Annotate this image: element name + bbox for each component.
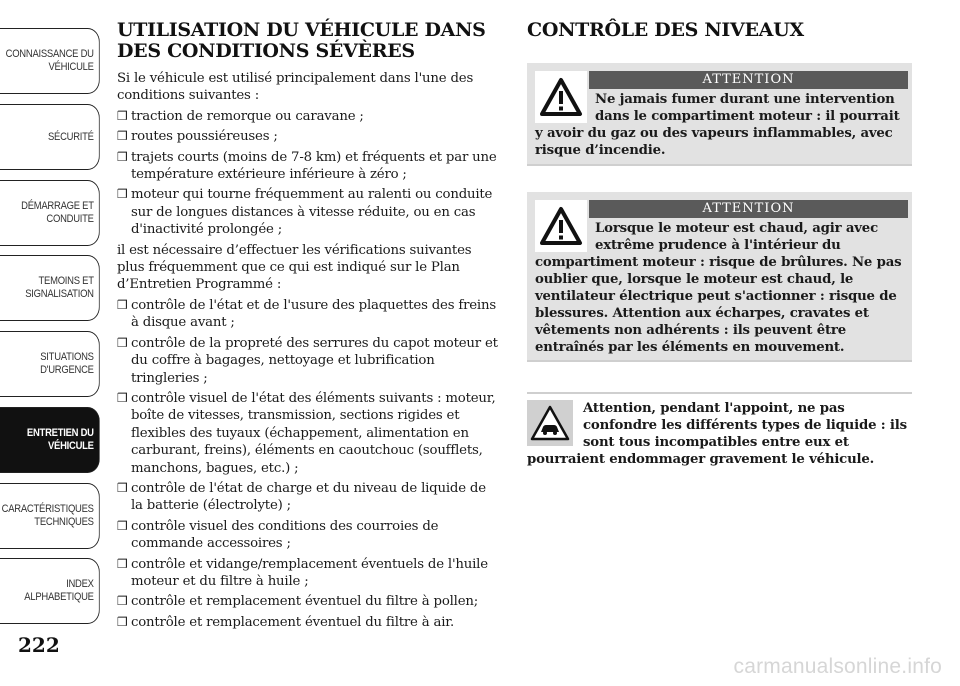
warning-header: ATTENTION bbox=[589, 200, 908, 218]
list-item: ❒ trajets courts (moins de 7-8 km) et fréquents et par une température extérieure inférieure à zéro ; bbox=[117, 149, 497, 183]
checkbox-bullet-icon: ❒ bbox=[117, 390, 128, 405]
tab-temoins-signalisation[interactable]: TEMOINS ET SIGNALISATION bbox=[0, 255, 100, 321]
list-item: ❒ moteur qui tourne fréquemment au ralenti ou conduite sur de longues distances à vitesse réduite, ou en cas d'inactivité prolongée ; bbox=[117, 187, 493, 238]
warning-triangle-icon bbox=[535, 71, 587, 123]
checkbox-bullet-icon: ❒ bbox=[117, 149, 128, 164]
section-title-fluid-levels: CONTRÔLE DES NIVEAUX bbox=[527, 19, 804, 41]
section-title-severe-conditions: UTILISATION DU VÉHICULE DANS DES CONDITIONS SÉVÈRES bbox=[117, 19, 486, 62]
checkbox-bullet-icon: ❒ bbox=[117, 480, 128, 495]
list-item: ❒ contrôle de l'état et de l'usure des plaquettes des freins à disque avant ; bbox=[117, 297, 496, 331]
page-number: 222 bbox=[18, 633, 60, 657]
warning-box-smoking bbox=[527, 63, 912, 166]
tab-index-alphabetique[interactable]: INDEX ALPHABETIQUE bbox=[0, 558, 100, 624]
checkbox-bullet-icon: ❒ bbox=[117, 129, 128, 144]
tab-situations-urgence[interactable]: SITUATIONS D'URGENCE bbox=[0, 331, 100, 397]
watermark: carmanualsonline.info bbox=[733, 655, 942, 678]
list-item: ❒ routes poussiéreuses ; bbox=[117, 129, 278, 145]
intro-paragraph: Si le véhicule est utilisé principalement dans l'une des conditions suivantes : bbox=[117, 71, 474, 104]
checkbox-bullet-icon: ❒ bbox=[117, 108, 128, 123]
list-item: ❒ contrôle de la propreté des serrures du capot moteur et du coffre à bagages, nettoyage et lubrification tringleries ; bbox=[117, 335, 498, 386]
checkbox-bullet-icon: ❒ bbox=[117, 518, 128, 533]
tab-demarrage-conduite[interactable]: DÉMARRAGE ET CONDUITE bbox=[0, 180, 100, 246]
checks-intro-paragraph: il est nécessaire d’effectuer les vérifications suivantes plus fréquemment que ce qui est indiqué sur le Plan d’Entretien Programmé : bbox=[117, 242, 472, 293]
tab-connaissance-vehicule[interactable]: CONNAISSANCE DU VÉHICULE bbox=[0, 28, 100, 94]
tab-caracteristiques-techniques[interactable]: CARACTÉRISTIQUES TECHNIQUES bbox=[0, 483, 100, 549]
car-warning-icon bbox=[527, 400, 573, 446]
severe-conditions-section bbox=[117, 20, 501, 631]
checkbox-bullet-icon: ❒ bbox=[117, 594, 128, 609]
list-item: ❒ contrôle et remplacement éventuel du filtre à pollen; bbox=[117, 594, 479, 610]
warning-text: Lorsque le moteur est chaud, agir avec extrême prudence à l'intérieur du compartiment moteur : risque de brûlures. Ne pas oublier que, lorsque le moteur est chaud, le ventilateur électrique peut s'actionner : risque de blessures. Attention aux écharpes, cravates et vêtements non adhérents : ils peuvent être entraînés par les éléments en mouvement. bbox=[535, 221, 902, 355]
checkbox-bullet-icon: ❒ bbox=[117, 297, 128, 312]
fluid-levels-section bbox=[527, 20, 912, 468]
warning-triangle-icon bbox=[535, 200, 587, 252]
tab-securite[interactable]: SÉCURITÉ bbox=[0, 104, 100, 170]
warning-box-hot-engine bbox=[527, 192, 912, 362]
tab-entretien-vehicule[interactable]: ENTRETIEN DU VÉHICULE bbox=[0, 407, 100, 473]
list-item: ❒ contrôle visuel de l'état des éléments suivants : moteur, boîte de vitesses, transmission, sections rigides et flexibles des tuyaux (échappement, alimentation en carburant, freins), éléments en caoutchouc (soufflets, manchons, bagues, etc.) ; bbox=[117, 390, 496, 476]
note-text: Attention, pendant l'appoint, ne pas confondre les différents types de liquide : ils sont tous incompatibles entre eux et pourraient endommager gravement le véhicule. bbox=[527, 401, 907, 467]
checkbox-bullet-icon: ❒ bbox=[117, 335, 128, 350]
list-item: ❒ contrôle et remplacement éventuel du filtre à air. bbox=[117, 614, 455, 630]
chapter-sidebar bbox=[0, 0, 103, 686]
warning-header: ATTENTION bbox=[589, 71, 908, 89]
fluid-note bbox=[527, 392, 912, 468]
list-item: ❒ contrôle et vidange/remplacement éventuels de l'huile moteur et du filtre à huile ; bbox=[117, 556, 488, 589]
list-item: ❒ contrôle de l'état de charge et du niveau de liquide de la batterie (électrolyte) ; bbox=[117, 480, 486, 514]
list-item: ❒ contrôle visuel des conditions des courroies de commande accessoires ; bbox=[117, 518, 439, 552]
warning-text: Ne jamais fumer durant une intervention dans le compartiment moteur : il pourrait y avoir du gaz ou des vapeurs inflammables, avec risque d’incendie. bbox=[535, 92, 900, 158]
checkbox-bullet-icon: ❒ bbox=[117, 187, 128, 202]
checkbox-bullet-icon: ❒ bbox=[117, 556, 128, 571]
checkbox-bullet-icon: ❒ bbox=[117, 614, 128, 629]
list-item: ❒ traction de remorque ou caravane ; bbox=[117, 108, 364, 124]
